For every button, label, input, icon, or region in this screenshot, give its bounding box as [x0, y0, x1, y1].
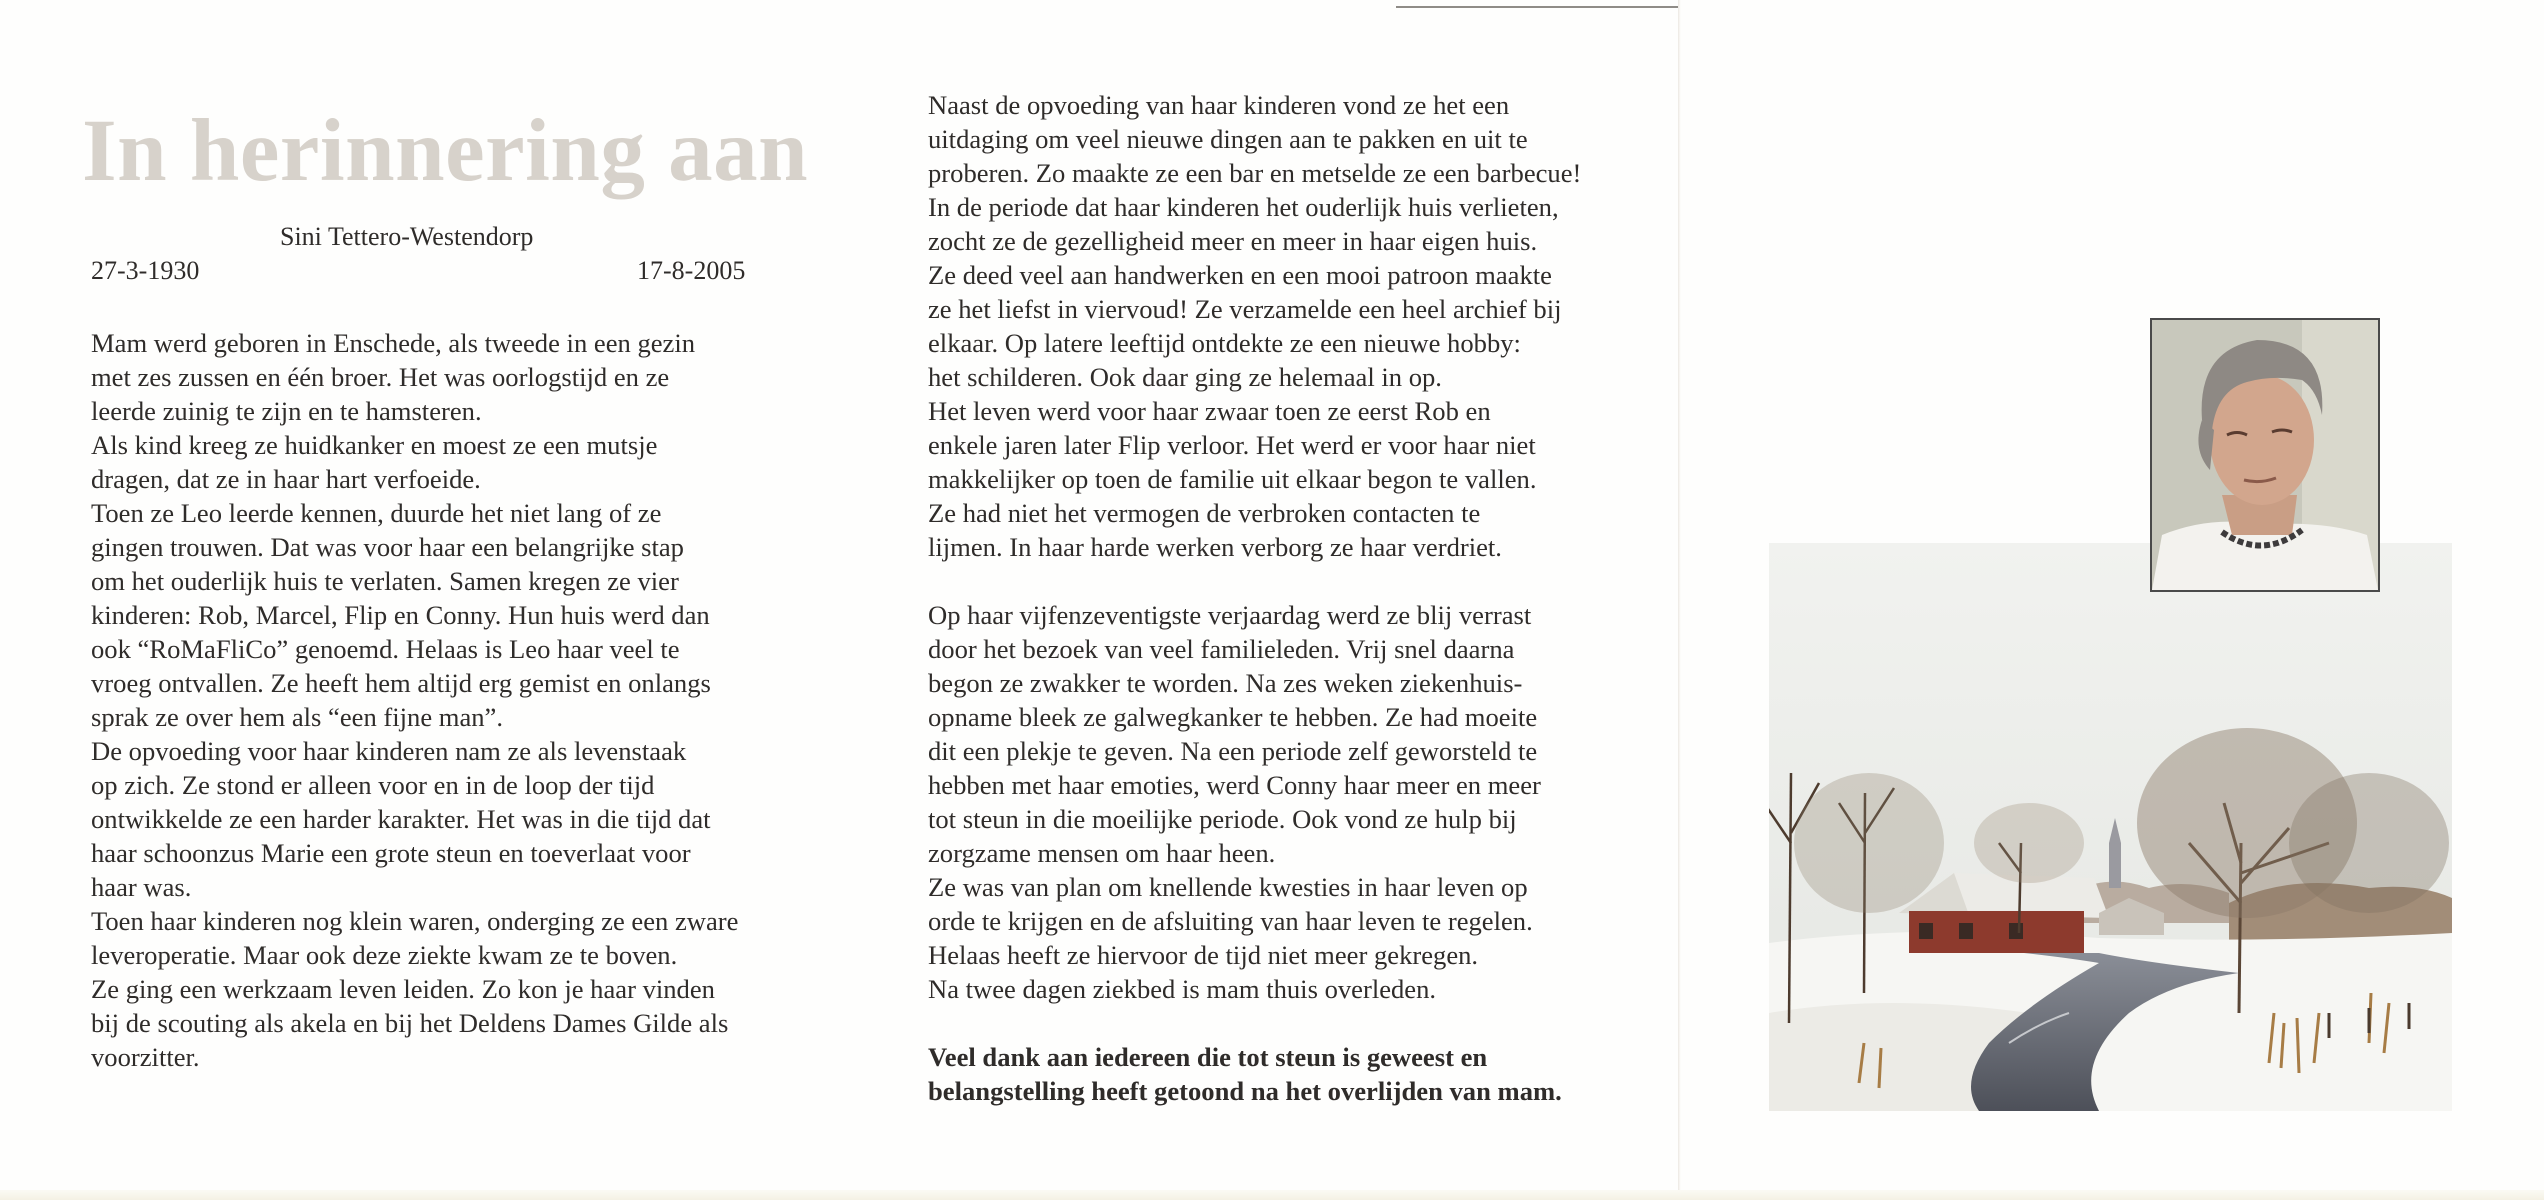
fold-top-line	[1396, 6, 1678, 8]
text-line: kinderen: Rob, Marcel, Flip en Conny. Hun huis werd dan	[91, 600, 710, 630]
text-line: Toen haar kinderen nog klein waren, onderging ze een zware	[91, 906, 739, 936]
text-line: gingen trouwen. Dat was voor haar een belangrijke stap	[91, 532, 684, 562]
text-line: opname bleek ze galwegkanker te hebben. Ze had moeite	[928, 702, 1538, 732]
birth-date: 27-3-1930	[91, 256, 200, 285]
text-line: vroeg ontvallen. Ze heeft hem altijd erg gemist en onlangs	[91, 668, 711, 698]
text-line: De opvoeding voor haar kinderen nam ze als levenstaak	[91, 736, 687, 766]
page-title: In herinnering aan	[82, 102, 809, 200]
text-line: leerde zuinig te zijn en te hamsteren.	[91, 396, 482, 426]
text-line: Na twee dagen ziekbed is mam thuis overleden.	[928, 974, 1437, 1004]
text-line: haar was.	[91, 872, 192, 902]
text-line: dit een plekje te geven. Na een periode zelf geworsteld te	[928, 736, 1538, 766]
text-line: Ze had niet het vermogen de verbroken contacten te	[928, 498, 1481, 528]
text-line: leveroperatie. Maar ook deze ziekte kwam ze te boven.	[91, 940, 678, 970]
text-line: om het ouderlijk huis te verlaten. Samen kregen ze vier	[91, 566, 679, 596]
text-line: Helaas heeft ze hiervoor de tijd niet meer gekregen.	[928, 940, 1479, 970]
text-line: Toen ze Leo leerde kennen, duurde het niet lang of ze	[91, 498, 662, 528]
text-line: Ze deed veel aan handwerken en een mooi patroon maakte	[928, 260, 1552, 290]
text-line: op zich. Ze stond er alleen voor en in de loop der tijd	[91, 770, 655, 800]
text-line: zocht ze de gezelligheid meer en meer in haar eigen huis.	[928, 226, 1538, 256]
text-line: bij de scouting als akela en bij het Deldens Dames Gilde als	[91, 1008, 729, 1038]
text-line: hebben met haar emoties, werd Conny haar meer en meer	[928, 770, 1541, 800]
text-line: haar schoonzus Marie een grote steun en toeverlaat voor	[91, 838, 691, 868]
text-line: begon ze zwakker te worden. Na zes weken ziekenhuis-	[928, 668, 1523, 698]
text-line: ook “RoMaFliCo” genoemd. Helaas is Leo haar veel te	[91, 634, 680, 664]
closing-thanks	[928, 1040, 1581, 1108]
text-line: elkaar. Op latere leeftijd ontdekte ze een nieuwe hobby:	[928, 328, 1521, 358]
text-line: met zes zussen en één broer. Het was oorlogstijd en ze	[91, 362, 670, 392]
text-line: tot steun in die moeilijke periode. Ook vond ze hulp bij	[928, 804, 1517, 834]
text-line: door het bezoek van veel familieleden. Vrij snel daarna	[928, 634, 1515, 664]
paragraph	[928, 598, 1581, 1006]
fold-line	[1678, 0, 1681, 1200]
text-line: makkelijker op toen de familie uit elkaar begon te vallen.	[928, 464, 1537, 494]
text-line: Op haar vijfenzeventigste verjaardag werd ze blij verrast	[928, 600, 1532, 630]
winter-landscape-painting-icon	[1769, 543, 2452, 1111]
text-line: enkele jaren later Flip verloor. Het werd er voor haar niet	[928, 430, 1536, 460]
text-line: dragen, dat ze in haar hart verfoeide.	[91, 464, 481, 494]
text-line: Ze was van plan om knellende kwesties in haar leven op	[928, 872, 1528, 902]
text-line: ontwikkelde ze een harder karakter. Het was in die tijd dat	[91, 804, 711, 834]
text-line: lijmen. In haar harde werken verborg ze haar verdriet.	[928, 532, 1502, 562]
text-line: zorgzame mensen om haar heen.	[928, 838, 1276, 868]
death-date: 17-8-2005	[637, 256, 746, 285]
text-line: Als kind kreeg ze huidkanker en moest ze een mutsje	[91, 430, 658, 460]
text-line: het schilderen. Ook daar ging ze helemaal in op.	[928, 362, 1442, 392]
text-line: belangstelling heeft getoond na het overlijden van mam.	[928, 1076, 1562, 1106]
text-line: In de periode dat haar kinderen het ouderlijk huis verlieten,	[928, 192, 1559, 222]
text-line: voorzitter.	[91, 1042, 200, 1072]
text-line: uitdaging om veel nieuwe dingen aan te pakken en uit te	[928, 124, 1528, 154]
text-line: Ze ging een werkzaam leven leiden. Zo kon je haar vinden	[91, 974, 715, 1004]
paper-edge	[0, 1190, 2544, 1200]
deceased-name: Sini Tettero-Westendorp	[280, 222, 534, 251]
text-line: proberen. Zo maakte ze een bar en metselde ze een barbecue!	[928, 158, 1582, 188]
text-line: sprak ze over hem als “een fijne man”.	[91, 702, 504, 732]
text-line: Mam werd geboren in Enschede, als tweede in een gezin	[91, 328, 696, 358]
text-line: Veel dank aan iedereen die tot steun is geweest en	[928, 1042, 1488, 1072]
text-line: orde te krijgen en de afsluiting van haar leven te regelen.	[928, 906, 1533, 936]
text-line: ze het liefst in viervoud! Ze verzamelde een heel archief bij	[928, 294, 1562, 324]
paragraph	[928, 88, 1581, 564]
text-line: Het leven werd voor haar zwaar toen ze eerst Rob en	[928, 396, 1491, 426]
text-line: Naast de opvoeding van haar kinderen vond ze het een	[928, 90, 1510, 120]
biography-middle-column	[928, 88, 1581, 1108]
biography-left-column	[91, 326, 738, 1074]
portrait-photo-icon	[2150, 318, 2380, 592]
